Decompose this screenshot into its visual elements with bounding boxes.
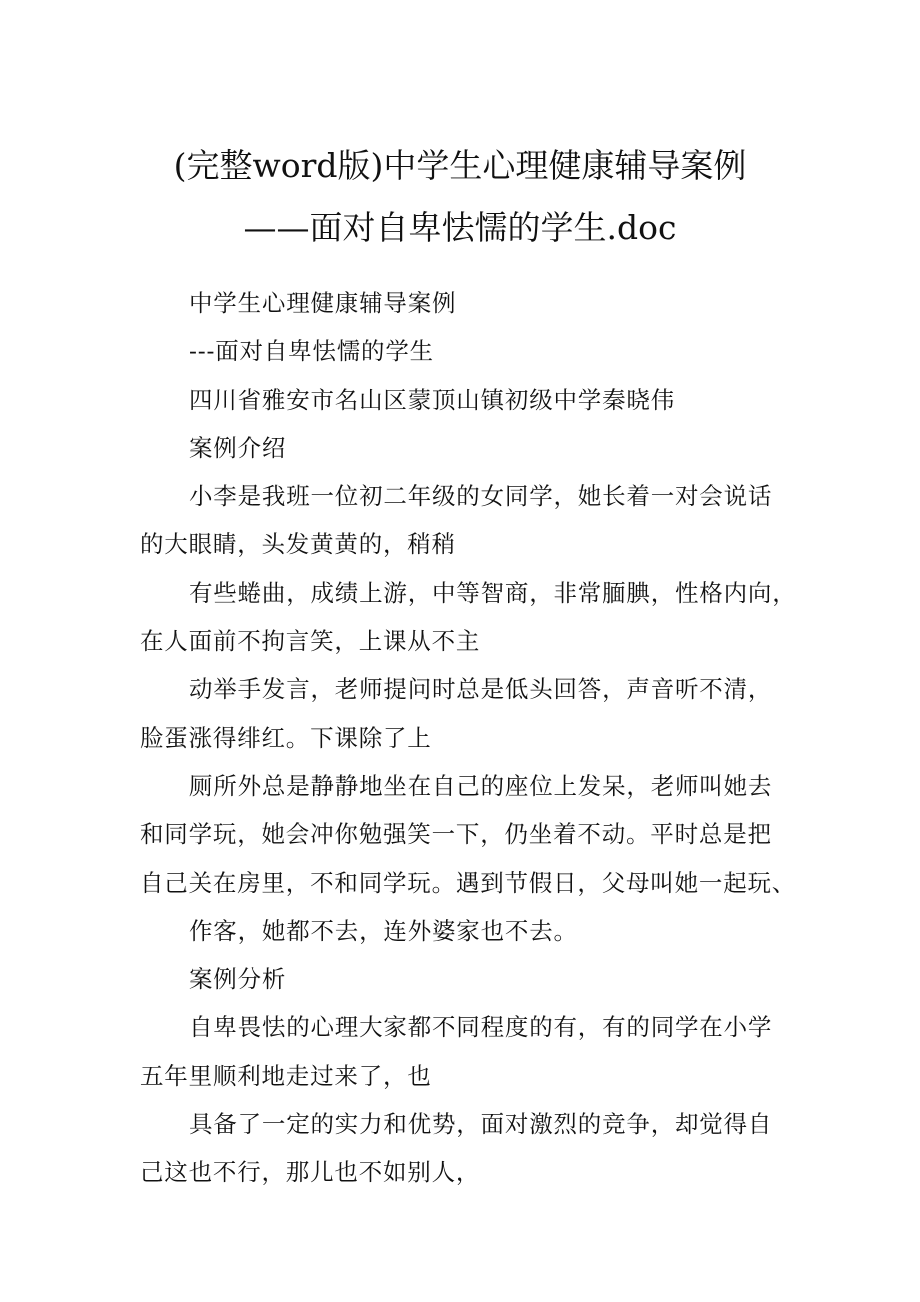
body-text-line: 和同学玩，她会冲你勉强笑一下，仍坐着不动。平时总是把 bbox=[140, 820, 772, 849]
body-text-line: 具备了一定的实力和优势，面对激烈的竞争，却觉得自 bbox=[189, 1110, 773, 1139]
body-text-line: 案例介绍 bbox=[189, 433, 287, 462]
document-title-line-2: ——面对自卑怯懦的学生.doc bbox=[243, 208, 677, 247]
document-body bbox=[140, 285, 797, 1203]
body-text-line: 自己关在房里，不和同学玩。遇到节假日，父母叫她一起玩、 bbox=[140, 868, 797, 897]
body-text-line: 有些蜷曲，成绩上游，中等智商，非常腼腆，性格内向， bbox=[189, 578, 797, 607]
body-text-line: 四川省雅安市名山区蒙顶山镇初级中学秦晓伟 bbox=[189, 385, 675, 414]
document-title-line-1: (完整word版)中学生心理健康辅导案例 bbox=[173, 146, 747, 185]
body-text-line: 厕所外总是静静地坐在自己的座位上发呆，老师叫她去 bbox=[189, 771, 773, 800]
body-text-line: 动举手发言，老师提问时总是低头回答，声音听不清， bbox=[189, 675, 773, 704]
body-text-line: 案例分析 bbox=[189, 965, 287, 994]
body-text-line: 脸蛋涨得绯红。下课除了上 bbox=[140, 723, 432, 752]
body-text-line: 五年里顺利地走过来了，也 bbox=[140, 1061, 432, 1090]
body-text-line: 小李是我班一位初二年级的女同学，她长着一对会说话 bbox=[189, 482, 773, 511]
body-text-line: 在人面前不拘言笑，上课从不主 bbox=[140, 627, 481, 656]
body-text-line: ---面对自卑怯懦的学生 bbox=[189, 337, 434, 366]
body-text-line: 自卑畏怯的心理大家都不同程度的有，有的同学在小学 bbox=[189, 1013, 773, 1042]
body-text-line: 己这也不行，那儿也不如别人， bbox=[140, 1158, 481, 1187]
body-text-line: 中学生心理健康辅导案例 bbox=[189, 289, 457, 317]
body-text-line: 的大眼睛，头发黄黄的，稍稍 bbox=[140, 530, 456, 559]
body-text-line: 作客，她都不去，连外婆家也不去。 bbox=[189, 916, 578, 945]
